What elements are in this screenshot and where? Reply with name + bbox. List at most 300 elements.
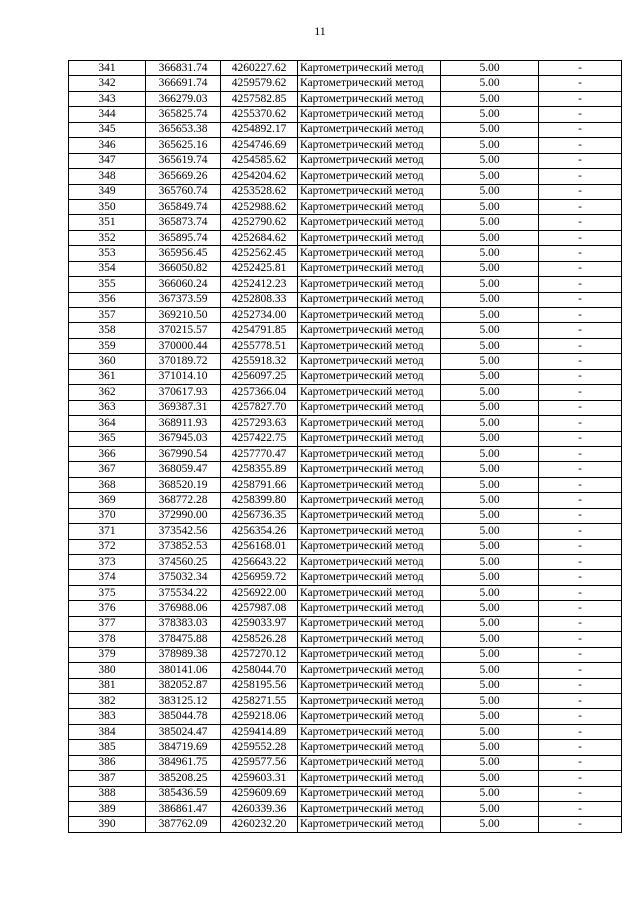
y-coordinate-cell: 4257366.04 (221, 385, 298, 400)
table-row (69, 555, 622, 570)
note-cell: - (539, 277, 622, 292)
note-cell: - (539, 230, 622, 245)
x-coordinate-cell: 366050.82 (146, 261, 221, 276)
table-body (69, 61, 622, 833)
point-number-cell: 371 (69, 524, 146, 539)
method-cell: Картометрический метод (298, 647, 441, 662)
table-row (69, 199, 622, 214)
point-number-cell: 376 (69, 601, 146, 616)
accuracy-cell: 5.00 (441, 601, 539, 616)
note-cell: - (539, 740, 622, 755)
y-coordinate-cell: 4260339.36 (221, 802, 298, 817)
table-row (69, 416, 622, 431)
point-number-cell: 370 (69, 508, 146, 523)
accuracy-cell: 5.00 (441, 416, 539, 431)
x-coordinate-cell: 365619.74 (146, 153, 221, 168)
x-coordinate-cell: 368772.28 (146, 493, 221, 508)
note-cell: - (539, 802, 622, 817)
table-row (69, 786, 622, 801)
note-cell: - (539, 632, 622, 647)
accuracy-cell: 5.00 (441, 107, 539, 122)
point-number-cell: 354 (69, 261, 146, 276)
note-cell: - (539, 169, 622, 184)
note-cell: - (539, 477, 622, 492)
note-cell: - (539, 585, 622, 600)
method-cell: Картометрический метод (298, 215, 441, 230)
y-coordinate-cell: 4257827.70 (221, 400, 298, 415)
y-coordinate-cell: 4255918.32 (221, 354, 298, 369)
y-coordinate-cell: 4252425.81 (221, 261, 298, 276)
accuracy-cell: 5.00 (441, 771, 539, 786)
y-coordinate-cell: 4259577.56 (221, 755, 298, 770)
method-cell: Картометрический метод (298, 277, 441, 292)
x-coordinate-cell: 365760.74 (146, 184, 221, 199)
table-row (69, 400, 622, 415)
accuracy-cell: 5.00 (441, 215, 539, 230)
method-cell: Картометрический метод (298, 508, 441, 523)
table-row (69, 431, 622, 446)
y-coordinate-cell: 4259552.28 (221, 740, 298, 755)
point-number-cell: 378 (69, 632, 146, 647)
accuracy-cell: 5.00 (441, 338, 539, 353)
x-coordinate-cell: 368520.19 (146, 477, 221, 492)
method-cell: Картометрический метод (298, 292, 441, 307)
x-coordinate-cell: 370617.93 (146, 385, 221, 400)
note-cell: - (539, 771, 622, 786)
accuracy-cell: 5.00 (441, 277, 539, 292)
y-coordinate-cell: 4259609.69 (221, 786, 298, 801)
x-coordinate-cell: 366831.74 (146, 61, 221, 76)
point-number-cell: 375 (69, 585, 146, 600)
table-row (69, 524, 622, 539)
method-cell: Картометрический метод (298, 539, 441, 554)
point-number-cell: 345 (69, 122, 146, 137)
point-number-cell: 356 (69, 292, 146, 307)
y-coordinate-cell: 4258195.56 (221, 678, 298, 693)
table-row (69, 169, 622, 184)
note-cell: - (539, 755, 622, 770)
accuracy-cell: 5.00 (441, 539, 539, 554)
method-cell: Картометрический метод (298, 122, 441, 137)
point-number-cell: 346 (69, 138, 146, 153)
x-coordinate-cell: 386861.47 (146, 802, 221, 817)
method-cell: Картометрический метод (298, 107, 441, 122)
table-row (69, 771, 622, 786)
accuracy-cell: 5.00 (441, 755, 539, 770)
method-cell: Картометрический метод (298, 477, 441, 492)
x-coordinate-cell: 373852.53 (146, 539, 221, 554)
point-number-cell: 380 (69, 663, 146, 678)
accuracy-cell: 5.00 (441, 616, 539, 631)
x-coordinate-cell: 365956.45 (146, 246, 221, 261)
accuracy-cell: 5.00 (441, 446, 539, 461)
x-coordinate-cell: 387762.09 (146, 817, 221, 832)
note-cell: - (539, 601, 622, 616)
y-coordinate-cell: 4252790.62 (221, 215, 298, 230)
table-row (69, 230, 622, 245)
note-cell: - (539, 369, 622, 384)
x-coordinate-cell: 369387.31 (146, 400, 221, 415)
note-cell: - (539, 138, 622, 153)
table-row (69, 369, 622, 384)
y-coordinate-cell: 4258271.55 (221, 693, 298, 708)
x-coordinate-cell: 366279.03 (146, 91, 221, 106)
method-cell: Картометрический метод (298, 246, 441, 261)
method-cell: Картометрический метод (298, 493, 441, 508)
x-coordinate-cell: 384719.69 (146, 740, 221, 755)
y-coordinate-cell: 4259579.62 (221, 76, 298, 91)
accuracy-cell: 5.00 (441, 230, 539, 245)
accuracy-cell: 5.00 (441, 91, 539, 106)
point-number-cell: 361 (69, 369, 146, 384)
table-row (69, 76, 622, 91)
point-number-cell: 384 (69, 724, 146, 739)
accuracy-cell: 5.00 (441, 647, 539, 662)
accuracy-cell: 5.00 (441, 153, 539, 168)
y-coordinate-cell: 4254746.69 (221, 138, 298, 153)
note-cell: - (539, 663, 622, 678)
x-coordinate-cell: 368911.93 (146, 416, 221, 431)
note-cell: - (539, 323, 622, 338)
y-coordinate-cell: 4258791.66 (221, 477, 298, 492)
note-cell: - (539, 91, 622, 106)
x-coordinate-cell: 370189.72 (146, 354, 221, 369)
table-row (69, 693, 622, 708)
x-coordinate-cell: 365825.74 (146, 107, 221, 122)
accuracy-cell: 5.00 (441, 477, 539, 492)
table-row (69, 802, 622, 817)
y-coordinate-cell: 4252412.23 (221, 277, 298, 292)
x-coordinate-cell: 378383.03 (146, 616, 221, 631)
point-number-cell: 342 (69, 76, 146, 91)
y-coordinate-cell: 4256168.01 (221, 539, 298, 554)
accuracy-cell: 5.00 (441, 462, 539, 477)
method-cell: Картометрический метод (298, 261, 441, 276)
method-cell: Картометрический метод (298, 138, 441, 153)
table-row (69, 323, 622, 338)
method-cell: Картометрический метод (298, 663, 441, 678)
accuracy-cell: 5.00 (441, 323, 539, 338)
y-coordinate-cell: 4256354.26 (221, 524, 298, 539)
x-coordinate-cell: 375534.22 (146, 585, 221, 600)
x-coordinate-cell: 385208.25 (146, 771, 221, 786)
method-cell: Картометрический метод (298, 570, 441, 585)
table-row (69, 755, 622, 770)
accuracy-cell: 5.00 (441, 585, 539, 600)
method-cell: Картометрический метод (298, 632, 441, 647)
method-cell: Картометрический метод (298, 678, 441, 693)
note-cell: - (539, 431, 622, 446)
y-coordinate-cell: 4257293.63 (221, 416, 298, 431)
table-row (69, 616, 622, 631)
accuracy-cell: 5.00 (441, 786, 539, 801)
method-cell: Картометрический метод (298, 416, 441, 431)
x-coordinate-cell: 367945.03 (146, 431, 221, 446)
accuracy-cell: 5.00 (441, 724, 539, 739)
y-coordinate-cell: 4259414.89 (221, 724, 298, 739)
table-row (69, 122, 622, 137)
method-cell: Картометрический метод (298, 153, 441, 168)
x-coordinate-cell: 374560.25 (146, 555, 221, 570)
note-cell: - (539, 709, 622, 724)
page-number: 11 (314, 24, 326, 38)
point-number-cell: 382 (69, 693, 146, 708)
note-cell: - (539, 647, 622, 662)
note-cell: - (539, 215, 622, 230)
table-row (69, 308, 622, 323)
point-number-cell: 379 (69, 647, 146, 662)
note-cell: - (539, 446, 622, 461)
note-cell: - (539, 122, 622, 137)
x-coordinate-cell: 375032.34 (146, 570, 221, 585)
x-coordinate-cell: 373542.56 (146, 524, 221, 539)
note-cell: - (539, 462, 622, 477)
point-number-cell: 343 (69, 91, 146, 106)
method-cell: Картометрический метод (298, 585, 441, 600)
note-cell: - (539, 508, 622, 523)
x-coordinate-cell: 385024.47 (146, 724, 221, 739)
accuracy-cell: 5.00 (441, 431, 539, 446)
y-coordinate-cell: 4252562.45 (221, 246, 298, 261)
accuracy-cell: 5.00 (441, 199, 539, 214)
method-cell: Картометрический метод (298, 184, 441, 199)
point-number-cell: 353 (69, 246, 146, 261)
point-number-cell: 358 (69, 323, 146, 338)
accuracy-cell: 5.00 (441, 693, 539, 708)
y-coordinate-cell: 4254585.62 (221, 153, 298, 168)
accuracy-cell: 5.00 (441, 138, 539, 153)
x-coordinate-cell: 371014.10 (146, 369, 221, 384)
method-cell: Картометрический метод (298, 771, 441, 786)
table-row (69, 261, 622, 276)
note-cell: - (539, 786, 622, 801)
note-cell: - (539, 199, 622, 214)
table-row (69, 740, 622, 755)
accuracy-cell: 5.00 (441, 385, 539, 400)
x-coordinate-cell: 365625.16 (146, 138, 221, 153)
x-coordinate-cell: 367990.54 (146, 446, 221, 461)
method-cell: Картометрический метод (298, 786, 441, 801)
note-cell: - (539, 308, 622, 323)
point-number-cell: 368 (69, 477, 146, 492)
accuracy-cell: 5.00 (441, 76, 539, 91)
method-cell: Картометрический метод (298, 199, 441, 214)
point-number-cell: 367 (69, 462, 146, 477)
note-cell: - (539, 416, 622, 431)
table-row (69, 462, 622, 477)
table-row (69, 184, 622, 199)
method-cell: Картометрический метод (298, 724, 441, 739)
x-coordinate-cell: 365873.74 (146, 215, 221, 230)
note-cell: - (539, 555, 622, 570)
x-coordinate-cell: 365669.26 (146, 169, 221, 184)
x-coordinate-cell: 380141.06 (146, 663, 221, 678)
point-number-cell: 372 (69, 539, 146, 554)
table-row (69, 817, 622, 832)
table-row (69, 709, 622, 724)
y-coordinate-cell: 4256097.25 (221, 369, 298, 384)
x-coordinate-cell: 385436.59 (146, 786, 221, 801)
table-row (69, 107, 622, 122)
note-cell: - (539, 817, 622, 832)
method-cell: Картометрический метод (298, 323, 441, 338)
point-number-cell: 363 (69, 400, 146, 415)
method-cell: Картометрический метод (298, 740, 441, 755)
method-cell: Картометрический метод (298, 616, 441, 631)
point-number-cell: 362 (69, 385, 146, 400)
method-cell: Картометрический метод (298, 308, 441, 323)
x-coordinate-cell: 378475.88 (146, 632, 221, 647)
accuracy-cell: 5.00 (441, 261, 539, 276)
note-cell: - (539, 570, 622, 585)
y-coordinate-cell: 4257770.47 (221, 446, 298, 461)
accuracy-cell: 5.00 (441, 308, 539, 323)
y-coordinate-cell: 4258044.70 (221, 663, 298, 678)
accuracy-cell: 5.00 (441, 802, 539, 817)
note-cell: - (539, 678, 622, 693)
accuracy-cell: 5.00 (441, 817, 539, 832)
x-coordinate-cell: 366060.24 (146, 277, 221, 292)
point-number-cell: 388 (69, 786, 146, 801)
table-row (69, 292, 622, 307)
point-number-cell: 385 (69, 740, 146, 755)
note-cell: - (539, 107, 622, 122)
y-coordinate-cell: 4257582.85 (221, 91, 298, 106)
note-cell: - (539, 76, 622, 91)
y-coordinate-cell: 4259033.97 (221, 616, 298, 631)
accuracy-cell: 5.00 (441, 400, 539, 415)
coordinates-table (68, 60, 622, 833)
point-number-cell: 341 (69, 61, 146, 76)
x-coordinate-cell: 378989.38 (146, 647, 221, 662)
table-row (69, 508, 622, 523)
accuracy-cell: 5.00 (441, 524, 539, 539)
note-cell: - (539, 61, 622, 76)
x-coordinate-cell: 383125.12 (146, 693, 221, 708)
point-number-cell: 359 (69, 338, 146, 353)
point-number-cell: 365 (69, 431, 146, 446)
accuracy-cell: 5.00 (441, 369, 539, 384)
point-number-cell: 355 (69, 277, 146, 292)
point-number-cell: 373 (69, 555, 146, 570)
y-coordinate-cell: 4254204.62 (221, 169, 298, 184)
method-cell: Картометрический метод (298, 693, 441, 708)
point-number-cell: 349 (69, 184, 146, 199)
y-coordinate-cell: 4253528.62 (221, 184, 298, 199)
method-cell: Картометрический метод (298, 601, 441, 616)
y-coordinate-cell: 4258355.89 (221, 462, 298, 477)
method-cell: Картометрический метод (298, 338, 441, 353)
x-coordinate-cell: 370215.57 (146, 323, 221, 338)
point-number-cell: 386 (69, 755, 146, 770)
y-coordinate-cell: 4254791.85 (221, 323, 298, 338)
method-cell: Картометрический метод (298, 446, 441, 461)
table-row (69, 91, 622, 106)
y-coordinate-cell: 4260227.62 (221, 61, 298, 76)
x-coordinate-cell: 370000.44 (146, 338, 221, 353)
point-number-cell: 348 (69, 169, 146, 184)
table-row (69, 539, 622, 554)
note-cell: - (539, 153, 622, 168)
note-cell: - (539, 261, 622, 276)
table-row (69, 446, 622, 461)
point-number-cell: 366 (69, 446, 146, 461)
table-row (69, 585, 622, 600)
note-cell: - (539, 493, 622, 508)
table-row (69, 663, 622, 678)
y-coordinate-cell: 4252808.33 (221, 292, 298, 307)
table-row (69, 338, 622, 353)
x-coordinate-cell: 366691.74 (146, 76, 221, 91)
method-cell: Картометрический метод (298, 385, 441, 400)
point-number-cell: 360 (69, 354, 146, 369)
note-cell: - (539, 246, 622, 261)
accuracy-cell: 5.00 (441, 246, 539, 261)
accuracy-cell: 5.00 (441, 169, 539, 184)
accuracy-cell: 5.00 (441, 678, 539, 693)
method-cell: Картометрический метод (298, 169, 441, 184)
point-number-cell: 350 (69, 199, 146, 214)
y-coordinate-cell: 4256643.22 (221, 555, 298, 570)
note-cell: - (539, 338, 622, 353)
table-row (69, 215, 622, 230)
point-number-cell: 381 (69, 678, 146, 693)
accuracy-cell: 5.00 (441, 354, 539, 369)
x-coordinate-cell: 368059.47 (146, 462, 221, 477)
y-coordinate-cell: 4255778.51 (221, 338, 298, 353)
y-coordinate-cell: 4256736.35 (221, 508, 298, 523)
y-coordinate-cell: 4252734.00 (221, 308, 298, 323)
note-cell: - (539, 292, 622, 307)
method-cell: Картометрический метод (298, 369, 441, 384)
table-row (69, 153, 622, 168)
point-number-cell: 344 (69, 107, 146, 122)
x-coordinate-cell: 376988.06 (146, 601, 221, 616)
y-coordinate-cell: 4252684.62 (221, 230, 298, 245)
note-cell: - (539, 616, 622, 631)
y-coordinate-cell: 4255370.62 (221, 107, 298, 122)
accuracy-cell: 5.00 (441, 632, 539, 647)
note-cell: - (539, 539, 622, 554)
accuracy-cell: 5.00 (441, 122, 539, 137)
table-row (69, 570, 622, 585)
method-cell: Картометрический метод (298, 462, 441, 477)
point-number-cell: 383 (69, 709, 146, 724)
x-coordinate-cell: 365653.38 (146, 122, 221, 137)
table-row (69, 61, 622, 76)
table-row (69, 354, 622, 369)
note-cell: - (539, 385, 622, 400)
accuracy-cell: 5.00 (441, 740, 539, 755)
x-coordinate-cell: 365849.74 (146, 199, 221, 214)
note-cell: - (539, 400, 622, 415)
y-coordinate-cell: 4254892.17 (221, 122, 298, 137)
note-cell: - (539, 693, 622, 708)
method-cell: Картометрический метод (298, 802, 441, 817)
x-coordinate-cell: 384961.75 (146, 755, 221, 770)
method-cell: Картометрический метод (298, 755, 441, 770)
x-coordinate-cell: 372990.00 (146, 508, 221, 523)
accuracy-cell: 5.00 (441, 663, 539, 678)
y-coordinate-cell: 4256922.00 (221, 585, 298, 600)
method-cell: Картометрический метод (298, 431, 441, 446)
point-number-cell: 347 (69, 153, 146, 168)
point-number-cell: 369 (69, 493, 146, 508)
table-row (69, 246, 622, 261)
point-number-cell: 377 (69, 616, 146, 631)
x-coordinate-cell: 367373.59 (146, 292, 221, 307)
method-cell: Картометрический метод (298, 91, 441, 106)
